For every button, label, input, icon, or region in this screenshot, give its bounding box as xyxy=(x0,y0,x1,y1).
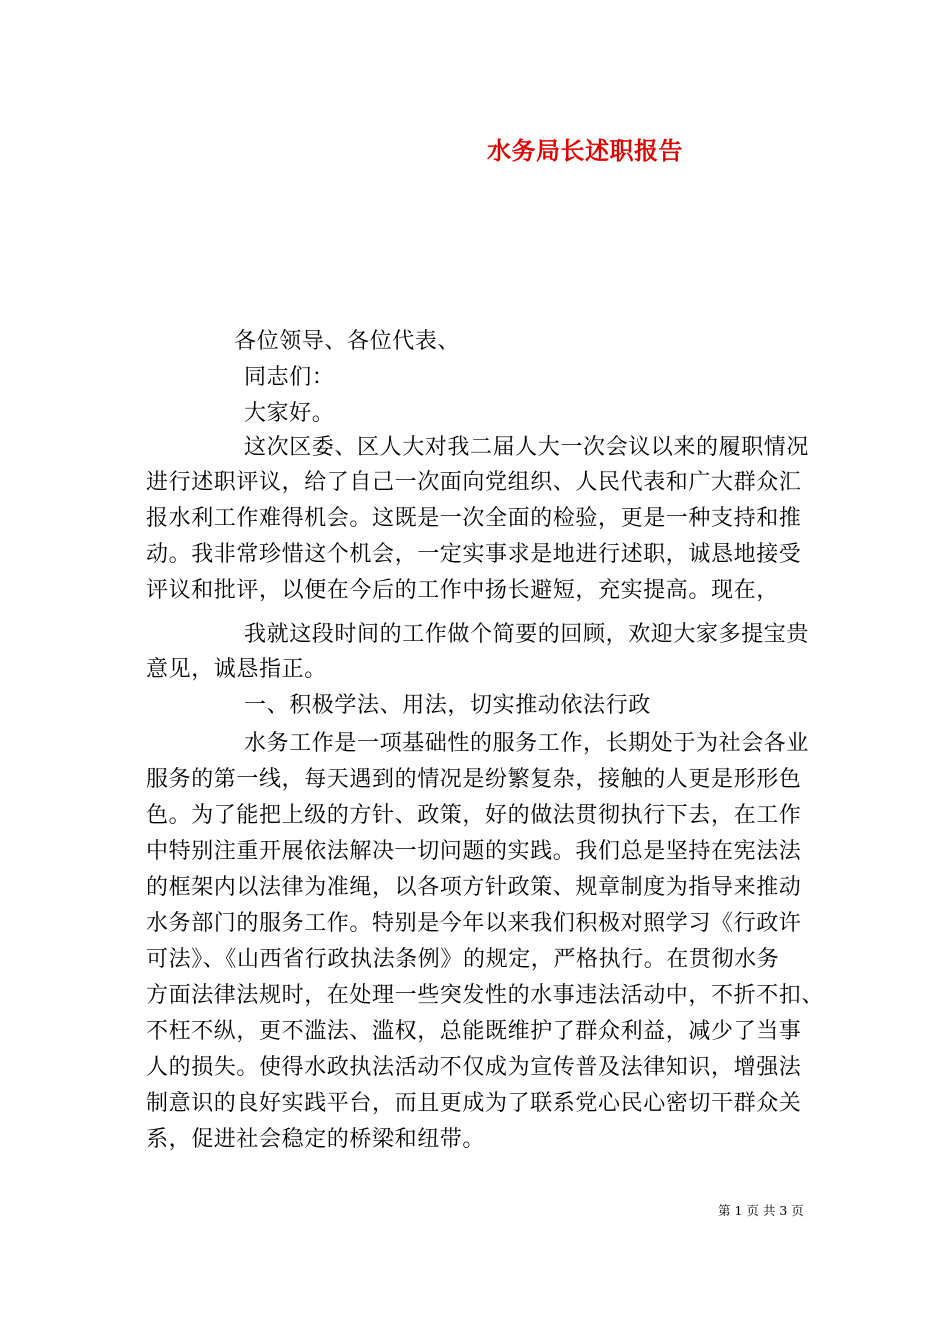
paragraph-line: 中特别注重开展依法解决一切问题的实践。我们总是坚持在宪法法 xyxy=(146,839,802,864)
paragraph-line: 评议和批评，以便在今后的工作中扬长避短，充实提高。现在， xyxy=(146,578,779,603)
paragraph-line: 水务部门的服务工作。特别是今年以来我们积极对照学习《行政许 xyxy=(146,911,802,936)
paragraph-line: 意见，诚恳指正。 xyxy=(146,657,327,682)
section-heading: 一、积极学法、用法，切实推动依法行政 xyxy=(244,693,651,718)
paragraph-line: 报水利工作难得机会。这既是一次全面的检验，更是一种支持和推 xyxy=(146,506,802,531)
paragraph-line: 人的损失。使得水政执法活动不仅成为宣传普及法律知识，增强法 xyxy=(146,1055,802,1080)
paragraph-line: 这次区委、区人大对我二届人大一次会议以来的履职情况 xyxy=(244,435,810,460)
paragraph-line: 我就这段时间的工作做个简要的回顾，欢迎大家多提宝贵 xyxy=(244,622,810,647)
paragraph-line: 制意识的良好实践平台，而且更成为了联系党心民心密切干群众关 xyxy=(146,1091,802,1116)
paragraph-line: 进行述职评议，给了自己一次面向党组织、人民代表和广大群众汇 xyxy=(146,470,802,495)
paragraph-line: 方面法律法规时，在处理一些突发性的水事违法活动中，不折不扣、 xyxy=(146,983,825,1008)
paragraph-line: 动。我非常珍惜这个机会，一定实事求是地进行述职，诚恳地接受 xyxy=(146,542,802,567)
paragraph-line: 可法》、《山西省行政执法条例》的规定，严格执行。在贯彻水务 xyxy=(146,947,780,972)
paragraph-line: 系，促进社会稳定的桥梁和纽带。 xyxy=(146,1127,486,1152)
document-title: 水务局长述职报告 xyxy=(487,136,683,165)
paragraph-line: 色。为了能把上级的方针、政策，好的做法贯彻执行下去，在工作 xyxy=(146,803,802,828)
paragraph-line: 水务工作是一项基础性的服务工作，长期处于为社会各业 xyxy=(244,731,810,756)
salutation-line: 同志们： xyxy=(244,365,335,390)
paragraph-line: 不枉不纵，更不滥法、滥权，总能既维护了群众利益，减少了当事 xyxy=(146,1019,802,1044)
salutation-line: 各位领导、各位代表、 xyxy=(234,329,461,354)
greeting-line: 大家好。 xyxy=(244,401,335,426)
page-number: 第 1 页 共 3 页 xyxy=(718,1203,804,1218)
paragraph-line: 的框架内以法律为准绳，以各项方针政策、规章制度为指导来推动 xyxy=(146,875,802,900)
paragraph-line: 服务的第一线，每天遇到的情况是纷繁复杂，接触的人更是形形色 xyxy=(146,767,802,792)
